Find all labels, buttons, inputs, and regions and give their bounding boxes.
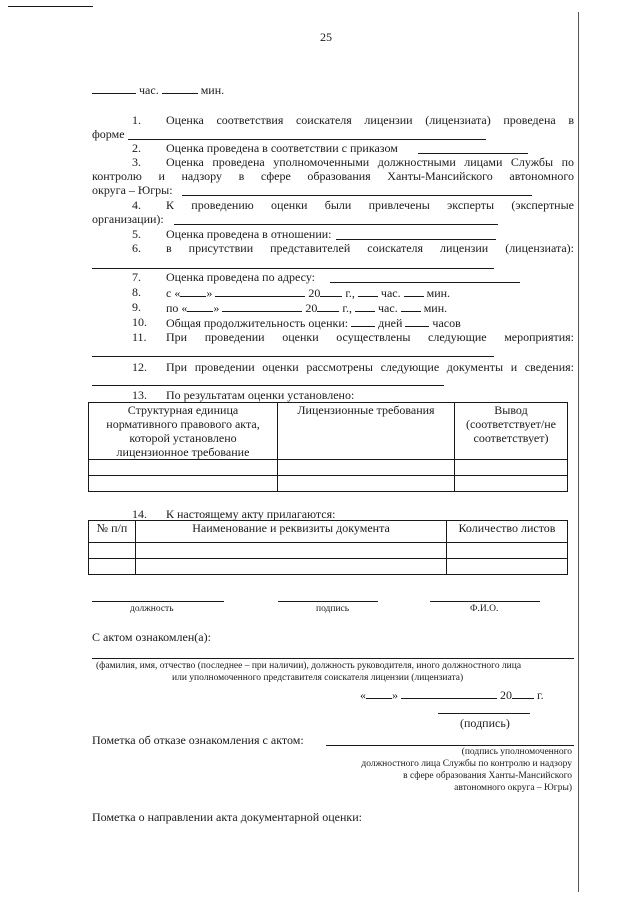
item-13-text: По результатам оценки установлено:	[166, 388, 355, 402]
item-2-text: Оценка проведена в соответствии с приказом	[166, 141, 398, 155]
item-9-line: по « » 20 г., час. мин.	[166, 301, 448, 315]
item-5-field[interactable]	[336, 239, 496, 240]
item-14-text: К настоящему акту прилагаются:	[166, 507, 336, 521]
acquainted-caption-1: (фамилия, имя, отчество (последнее – при наличии), должность руководителя, иного должностного лица	[96, 661, 522, 671]
item-9-number: 9.	[132, 300, 141, 314]
item-1-number: 1.	[132, 113, 141, 127]
acquainted-date: « » 20 г.	[360, 688, 544, 702]
item-1-cont: форме	[92, 127, 125, 141]
item-7-number: 7.	[132, 270, 141, 284]
refusal-caption-4: автономного округа – Югры)	[454, 783, 572, 793]
acquainted-caption-2: или уполномоченного представителя соискателя лицензии (лицензиата)	[172, 673, 464, 683]
table-row	[89, 559, 568, 575]
item-3-number: 3.	[132, 155, 141, 169]
item-3-line2: контролю и надзору в сфере образования Ханты-Мансийского автономного	[92, 169, 574, 183]
item-6-number: 6.	[132, 241, 141, 255]
signature-caption: подпись	[316, 604, 350, 614]
refusal-caption-1: (подпись уполномоченного	[461, 747, 572, 757]
minutes-label: мин.	[200, 83, 225, 97]
signature-line[interactable]	[278, 601, 378, 602]
item-3-text: Оценка проведена уполномоченными должностными лицами Службы по	[166, 155, 574, 169]
item-13-number: 13.	[132, 388, 147, 402]
item-8-line: с « » 20 г., час. мин.	[166, 286, 451, 300]
name-signature-line[interactable]	[430, 601, 540, 602]
item-10-line: Общая продолжительность оценки: дней часов	[166, 316, 461, 330]
acquainted-field[interactable]	[92, 658, 574, 659]
item-7-field[interactable]	[330, 282, 520, 283]
item-4-number: 4.	[132, 198, 141, 212]
item-4-field[interactable]	[174, 224, 498, 225]
acquainted-signature-caption: (подпись)	[460, 716, 510, 730]
refusal-caption-3: в сфере образования Ханты-Мансийского	[403, 771, 572, 781]
item-14-number: 14.	[132, 507, 147, 521]
item-12-text: При проведении оценки рассмотрены следующие документы и сведения:	[166, 360, 574, 374]
table14-header-document: Наименование и реквизиты документа	[136, 521, 447, 543]
item-8-number: 8.	[132, 285, 141, 299]
item-2-number: 2.	[132, 141, 141, 155]
item-4-cont: организации):	[92, 212, 164, 226]
item-5-number: 5.	[132, 227, 141, 241]
name-caption: Ф.И.О.	[470, 604, 499, 614]
hours-label: час.	[139, 83, 159, 97]
acquainted-label: С актом ознакомлен(а):	[92, 630, 211, 644]
attachments-table	[88, 520, 568, 575]
item-6-field[interactable]	[92, 268, 494, 269]
refusal-label: Пометка об отказе ознакомления с актом:	[92, 733, 304, 747]
item-2-field[interactable]	[418, 153, 528, 154]
position-caption: должность	[130, 604, 174, 614]
item-1-text: Оценка соответствия соискателя лицензии (лицензиата) проведена в	[166, 113, 574, 127]
acquainted-signature-line[interactable]	[438, 713, 530, 714]
evaluation-results-table	[88, 402, 568, 492]
item-12-number: 12.	[132, 360, 147, 374]
position-signature-line[interactable]	[92, 601, 224, 602]
table14-header-number: № п/п	[89, 521, 136, 543]
top-left-scan-line	[8, 6, 93, 7]
item-1-field[interactable]	[128, 139, 486, 140]
item-11-number: 11.	[132, 330, 147, 344]
item-11-field[interactable]	[92, 356, 494, 357]
table-row	[89, 460, 568, 476]
item-11-text: При проведении оценки осуществлены следующие мероприятия:	[166, 330, 574, 344]
refusal-caption-2: должностного лица Службы по контролю и надзору	[361, 759, 572, 769]
right-edge-scan-line	[578, 12, 579, 892]
direction-label: Пометка о направлении акта документарной оценки:	[92, 810, 362, 824]
item-7-text: Оценка проведена по адресу:	[166, 270, 315, 284]
table13-header-conclusion: Вывод (соответствует/не соответствует)	[455, 403, 568, 460]
table13-header-unit: Структурная единица нормативного правового акта, которой установлено лицензионное требование	[89, 403, 278, 460]
item-3-field[interactable]	[182, 195, 532, 196]
item-12-field[interactable]	[92, 385, 444, 386]
item-6-text: в присутствии представителей соискателя лицензии (лицензиата):	[166, 241, 574, 255]
table-row	[89, 476, 568, 492]
item-4-text: К проведению оценки были привлечены эксперты (экспертные	[166, 198, 574, 212]
table-row	[89, 543, 568, 559]
table13-header-requirements: Лицензионные требования	[278, 403, 455, 460]
page-number: 25	[320, 30, 332, 44]
time-line	[92, 82, 224, 97]
item-3-line3: округа – Югры:	[92, 183, 173, 197]
item-5-text: Оценка проведена в отношении:	[166, 227, 332, 241]
table14-header-sheets: Количество листов	[447, 521, 568, 543]
item-10-number: 10.	[132, 315, 147, 329]
